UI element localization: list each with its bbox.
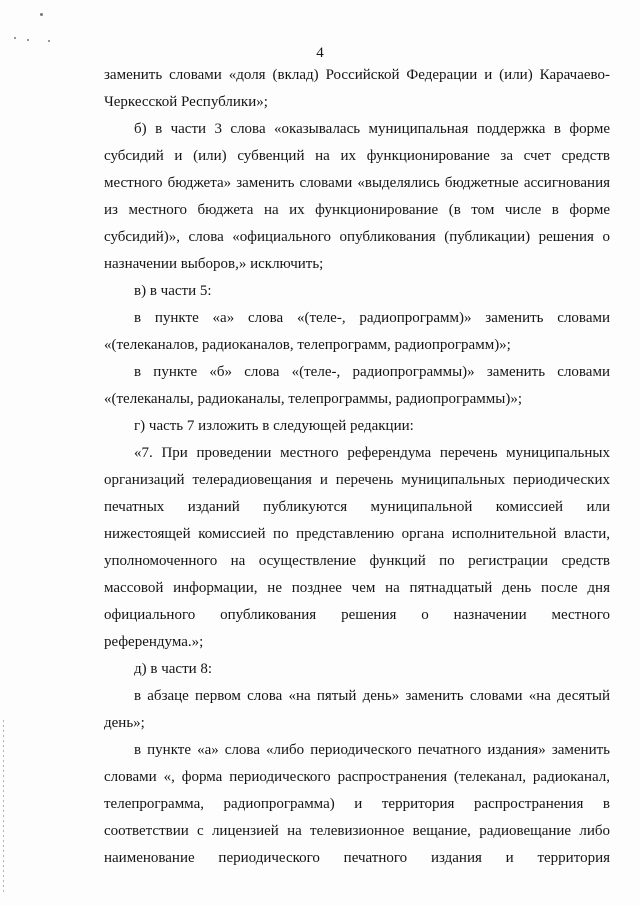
- text-line: массовой информации, не позднее чем на пятнадцатый день после дня: [104, 580, 610, 596]
- text-line: д) в части 8:: [134, 661, 213, 677]
- text-line: в пункте «а» слова «либо периодического печатного издания» заменить: [134, 742, 610, 758]
- text-line: «7. При проведении местного референдума перечень муниципальных: [134, 445, 610, 461]
- text-line: телепрограмма, радиопрограмма) и территория распространения в: [104, 796, 610, 812]
- text-line: назначении выборов,» исключить;: [104, 256, 324, 272]
- scan-speck-mark: [48, 40, 50, 42]
- page-number: 4: [316, 45, 324, 61]
- text-line: печатных изданий публикуются муниципальной комиссией или: [104, 499, 610, 515]
- text-line: Черкесской Республики»;: [104, 94, 268, 110]
- text-line: в пункте «б» слова «(теле-, радиопрограммы)» заменить словами: [134, 364, 610, 380]
- text-line: субсидий и (или) субвенций на их функционирование за счет средств: [104, 148, 610, 164]
- text-line: «(телеканалы, радиоканалы, телепрограммы, радиопрограммы)»;: [104, 391, 523, 407]
- text-line: «(телеканалов, радиоканалов, телепрограмм, радиопрограмм)»;: [104, 337, 511, 353]
- scan-speck-mark: [14, 37, 16, 39]
- text-line: заменить словами «доля (вклад) Российской Федерации и (или) Карачаево-: [104, 67, 610, 83]
- text-line: уполномоченного на осуществление функций по регистрации средств: [104, 553, 610, 569]
- text-line: из местного бюджета на их функционирование (в том числе в форме: [104, 202, 610, 218]
- text-line: в пункте «а» слова «(теле-, радиопрограмм)» заменить словами: [134, 310, 610, 326]
- scan-edge-artifact: [3, 720, 4, 895]
- body-text: [104, 62, 610, 872]
- scan-speck-mark: [40, 13, 43, 16]
- text-line: референдума.»;: [104, 634, 204, 650]
- scan-speck-mark: [27, 39, 29, 41]
- text-line: г) часть 7 изложить в следующей редакции:: [134, 418, 414, 434]
- text-line: наименование периодического печатного издания и территория: [104, 850, 610, 866]
- text-line: официального опубликования решения о назначении местного: [104, 607, 610, 623]
- text-line: соответствии с лицензией на телевизионное вещание, радиовещание либо: [104, 823, 610, 839]
- text-line: субсидий)», слова «официального опубликования (публикации) решения о: [104, 229, 610, 245]
- text-line: организаций телерадиовещания и перечень муниципальных периодических: [104, 472, 610, 488]
- text-line: словами «, форма периодического распространения (телеканал, радиоканал,: [104, 769, 610, 785]
- text-line: в) в части 5:: [134, 283, 212, 299]
- text-line: нижестоящей комиссией по представлению органа исполнительной власти,: [104, 526, 610, 542]
- text-line: в абзаце первом слова «на пятый день» заменить словами «на десятый: [134, 688, 610, 704]
- text-line: б) в части 3 слова «оказывалась муниципальная поддержка в форме: [134, 121, 610, 137]
- text-line: день»;: [104, 715, 145, 731]
- text-line: местного бюджета» заменить словами «выделялись бюджетные ассигнования: [104, 175, 610, 191]
